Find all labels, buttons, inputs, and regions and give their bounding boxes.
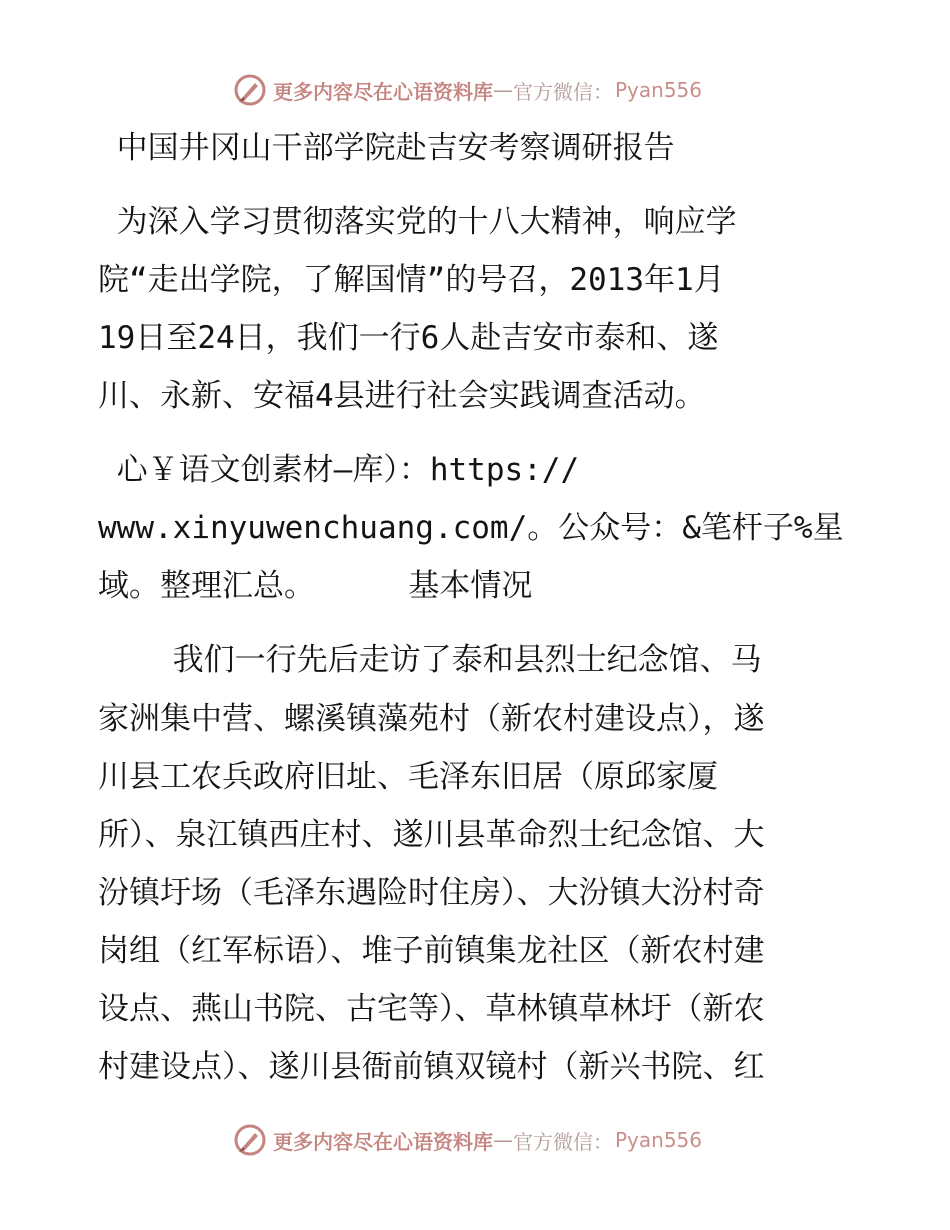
watermark-wechat-id: Pyan556 <box>615 1128 703 1152</box>
paragraph-line: 设点、燕山书院、古宅等）、草林镇草林圩（新农 <box>98 991 765 1027</box>
paragraph-line: 域。整理汇总。 基本情况 <box>98 568 533 604</box>
paragraph-line: 心￥语文创素材—库）：https:// <box>98 452 580 488</box>
watermark-separator: — <box>493 1128 513 1152</box>
paragraph-line: 汾镇圩场（毛泽东遇险时住房）、大汾镇大汾村奇 <box>98 875 765 911</box>
watermark-wechat-label: 官方微信： <box>513 1129 613 1154</box>
watermark-main-text: 更多内容尽在心语资料库 <box>273 1129 493 1154</box>
watermark-banner-bottom <box>233 1120 702 1160</box>
paragraph-line: 为深入学习贯彻落实党的十八大精神，响应学 <box>98 204 737 240</box>
paragraph-line: 我们一行先后走访了泰和县烈士纪念馆、马 <box>98 642 762 678</box>
paragraph-line: 川县工农兵政府旧址、毛泽东旧居（原邱家厦 <box>98 759 718 795</box>
paragraph-line: 所）、泉江镇西庄村、遂川县革命烈士纪念馆、大 <box>98 817 765 853</box>
watermark-separator: — <box>493 78 513 102</box>
paragraph-line: 村建设点）、遂川县衙前镇双镜村（新兴书院、红 <box>98 1049 765 1085</box>
watermark-wechat-label: 官方微信： <box>513 79 613 104</box>
paragraph-line: 川、永新、安福4县进行社会实践调查活动。 <box>98 378 706 414</box>
watermark-main-text: 更多内容尽在心语资料库 <box>273 79 493 104</box>
paragraph-line: 院“走出学院，了解国情”的号召，2013年1月 <box>98 262 725 298</box>
watermark-banner-top <box>233 70 702 110</box>
watermark-wechat-id: Pyan556 <box>615 78 703 102</box>
paragraph-line: 家洲集中营、螺溪镇藻苑村（新农村建设点），遂 <box>98 701 765 737</box>
paragraph-line: 19日至24日，我们一行6人赴吉安市泰和、遂 <box>98 320 719 356</box>
pen-logo-icon <box>233 73 267 107</box>
document-title: 中国井冈山干部学院赴吉安考察调研报告 <box>98 130 675 166</box>
pen-logo-icon <box>233 1123 267 1157</box>
paragraph-line: www.xinyuwenchuang.com/。公众号：&笔杆子%星 <box>98 510 844 546</box>
paragraph-line: 岗组（红军标语）、堆子前镇集龙社区（新农村建 <box>98 933 765 969</box>
